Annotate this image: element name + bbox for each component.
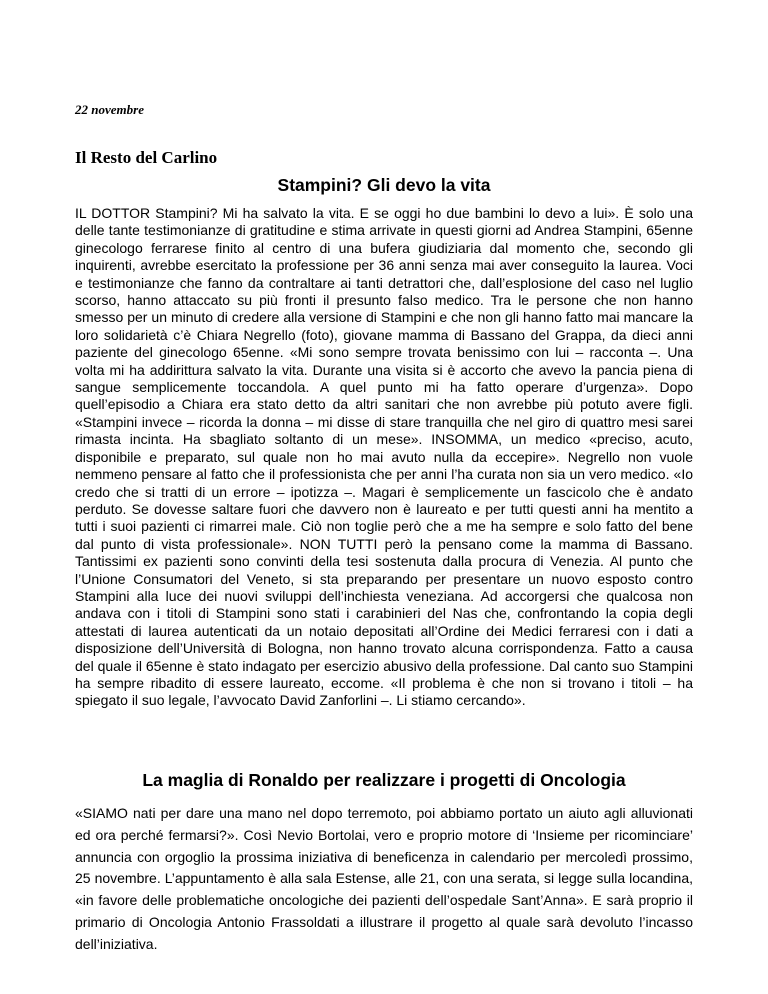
article-2-title: La maglia di Ronaldo per realizzare i progetti di Oncologia (142, 770, 626, 790)
article-1-title: Stampini? Gli devo la vita (277, 175, 491, 195)
document-date: 22 novembre (75, 102, 144, 117)
article-1-body: IL DOTTOR Stampini? Mi ha salvato la vita. E se oggi ho due bambini lo devo a lui». È solo una delle tante testimonianze di gratitudine e stima arrivate in questi giorni ad Andrea Stampini, 65enne ginecologo ferrarese finito al centro di una bufera giudiziaria dal momento che, secondo gli inquirenti, avrebbe esercitato la professione per 36 anni senza mai aver conseguito la laurea. Voci e testimonianze che fanno da contraltare ai tanti detrattori che, dall’esplosione del caso nel luglio scorso, hanno attaccato su più fronti il presunto falso medico. Tra le persone che non hanno smesso per un minuto di credere alla versione di Stampini e che non gli hanno fatto mai mancare la loro solidarietà c’è Chiara Negrello (foto), giovane mamma di Bassano del Grappa, da dieci anni paziente del ginecologo 65enne. «Mi sono sempre trovata benissimo con lui – racconta –. Una volta mi ha addirittura salvato la vita. Durante una visita si è accorto che avevo la pancia piena di sangue semplicemente toccandola. A quel punto mi ha fatto operare d’urgenza». Dopo quell’episodio a Chiara era stato detto da altri sanitari che non avrebbe più potuto avere figli. «Stampini invece – ricorda la donna – mi disse di stare tranquilla che nel giro di quattro mesi sarei rimasta incinta. Ha sbagliato soltanto di un mese». INSOMMA, un medico «preciso, acuto, disponibile e preparato, sul quale non ho mai avuto nulla da eccepire». Negrello non vuole nemmeno pensare al fatto che il professionista che per anni l’ha curata non sia un vero medico. «Io credo che si tratti di un errore – ipotizza –. Magari è semplicemente un fascicolo che è andato perduto. Se dovesse saltare fuori che davvero non è laureato e per tutti questi anni ha mentito a tutti i suoi pazienti ci rimarrei male. Ciò non toglie però che a me ha sempre e solo fatto del bene dal punto di vista professionale». NON TUTTI però la pensano come la mamma di Bassano. Tantissimi ex pazienti sono convinti della tesi sostenuta dalla procura di Venezia. Al punto che l’Unione Consumatori del Veneto, si sta preparando per presentare un nuovo esposto contro Stampini alla luce dei nuovi sviluppi dell’inchiesta veneziana. Ad accorgersi che qualcosa non andava con i titoli di Stampini sono stati i carabinieri del Nas che, confrontando la copia degli attestati di laurea autenticati da un notaio depositati all’Ordine dei Medici ferraresi con i dati a disposizione dell’Università di Bologna, non hanno trovato alcuna corrispondenza. Fatto a causa del quale il 65enne è stato indagato per esercizio abusivo della professione. Dal canto suo Stampini ha sempre ribadito di essere laureato, eccome. «Il problema è che non si trovano i titoli – ha spiegato il suo legale, l’avvocato David Zanforlini –. Li stiamo cercando». (75, 205, 693, 709)
newspaper-name: Il Resto del Carlino (75, 148, 218, 167)
article-2-body: «SIAMO nati per dare una mano nel dopo terremoto, poi abbiamo portato un aiuto agli alluvionati ed ora perché fermarsi?». Così Nevio Bortolai, vero e proprio motore di ‘Insieme per ricominciare’ annuncia con orgoglio la prossima iniziativa di beneficenza in calendario per mercoledì prossimo, 25 novembre. L’appuntamento è alla sala Estense, alle 21, con una serata, si legge sulla locandina, «in favore delle problematiche oncologiche dei pazienti dell’ospedale Sant’Anna». E sarà proprio il primario di Oncologia Antonio Frassoldati a illustrare il progetto al quale sarà devoluto l’incasso dell’iniziativa. (75, 805, 693, 952)
